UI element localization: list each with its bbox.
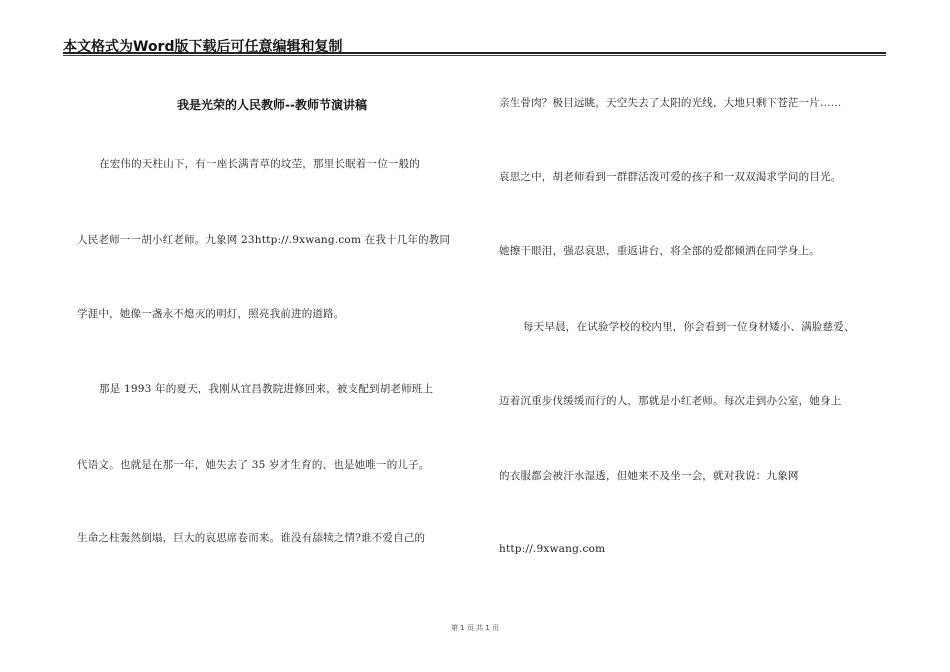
paragraph-line: 生命之柱轰然倒塌，巨大的哀思席卷而来。谁没有舔犊之情?谁不爱自己的 xyxy=(77,532,426,544)
paragraph-line: 学涯中，她像一盏永不熄灭的明灯，照亮我前进的道路。 xyxy=(77,308,345,320)
paragraph-line: 那是 1993 年的夏天，我刚从宜昌教院进修回来，被支配到胡老师班上 xyxy=(99,383,434,395)
paragraph-line: 的衣服都会被汗水湿透，但她来不及坐一会，就对我说：九象网 xyxy=(499,470,799,482)
header-text: 本文格式为Word版下载后可任意编辑和复制 xyxy=(63,39,343,55)
paragraph-line: 代语文。也就是在那一年，她失去了 35 岁才生育的、也是她唯一的儿子。 xyxy=(77,459,430,471)
header-divider-thick xyxy=(63,52,886,54)
document-title: 我是光荣的人民教师--教师节演讲稿 xyxy=(177,98,367,112)
url-text: http://.9xwang.com xyxy=(499,543,606,555)
paragraph-line: 亲生骨肉？极目远眺，天空失去了太阳的光线，大地只剩下苍茫一片…… xyxy=(499,97,842,109)
page-number: 第 1 页 共 1 页 xyxy=(450,624,500,632)
paragraph-line: 每天早晨，在试验学校的校内里，你会看到一位身材矮小、满脸慈爱、 xyxy=(523,321,855,333)
paragraph-line: 人民老师一一胡小红老师。九象网 23http://.9xwang.com 在我十几年的教同 xyxy=(77,234,451,246)
header-divider-thin xyxy=(63,55,886,56)
paragraph-line: 在宏伟的天柱山下，有一座长满青草的坟茔，那里长眠着一位一般的 xyxy=(99,158,420,170)
paragraph-line: 哀思之中，胡老师看到一群群活泼可爱的孩子和一双双渴求学问的目光。 xyxy=(499,171,842,183)
paragraph-line: 迈着沉重步伐缓缓而行的人，那就是小红老师。每次走到办公室，她身上 xyxy=(499,395,842,407)
paragraph-line: 她擦干眼泪，强忍哀思，重返讲台，将全部的爱都倾洒在同学身上。 xyxy=(499,245,820,257)
